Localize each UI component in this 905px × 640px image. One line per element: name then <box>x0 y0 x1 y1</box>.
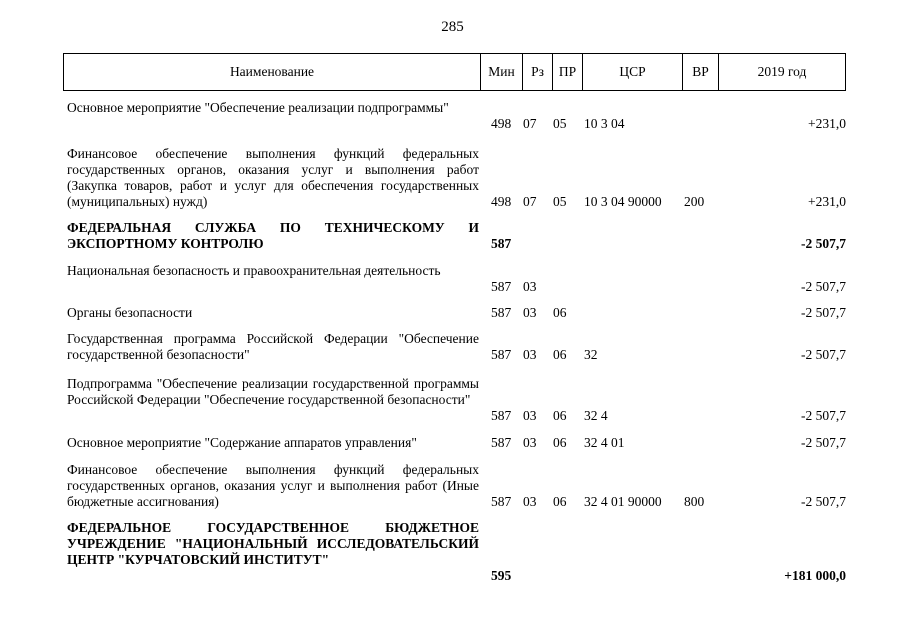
row-pr: 05 <box>553 194 567 209</box>
row-pr: 06 <box>553 494 567 509</box>
header-year: 2019 год <box>718 54 845 90</box>
table-row <box>63 376 846 424</box>
row-pr: 06 <box>553 408 567 423</box>
page-number: 285 <box>441 19 464 35</box>
row-pr: 06 <box>553 347 567 362</box>
row-name: Основное мероприятие "Содержание аппаратов управления" <box>67 435 417 450</box>
row-rz: 03 <box>523 347 537 362</box>
table-row <box>63 100 846 132</box>
row-name: Национальная безопасность и правоохранительная деятельность <box>67 263 441 278</box>
row-rz: 03 <box>523 305 537 320</box>
header-name: Наименование <box>229 64 315 79</box>
row-rz: 03 <box>523 435 537 450</box>
row-min: 587 <box>491 408 512 423</box>
row-name: Основное мероприятие "Обеспечение реализации подпрограммы" <box>67 100 449 115</box>
row-pr: 06 <box>553 435 567 450</box>
table-header <box>63 53 846 91</box>
row-name: Органы безопасности <box>67 305 193 320</box>
row-min: 587 <box>491 494 512 509</box>
table-row <box>63 146 846 210</box>
row-name: Финансовое обеспечение выполнения функций федеральных государственных органов, оказания услуг и выполнения работ (Закупка товаров, работ и услуг для обеспечения государственных (муниципальных) нужд) <box>67 146 479 209</box>
table-row <box>63 331 846 363</box>
row-amount: -2 507,7 <box>801 347 846 362</box>
row-csr: 32 4 01 <box>584 435 625 450</box>
row-rz: 03 <box>523 494 537 509</box>
row-csr: 10 3 04 <box>584 116 625 131</box>
row-min: 587 <box>491 236 512 251</box>
row-min: 587 <box>491 305 512 320</box>
row-min: 587 <box>491 435 512 450</box>
row-pr: 06 <box>553 305 567 320</box>
header-vr: ВР <box>682 54 718 90</box>
table-row <box>63 520 846 584</box>
row-amount: +231,0 <box>808 116 846 131</box>
row-csr: 32 4 01 90000 <box>584 494 662 509</box>
row-vr: 200 <box>684 194 705 209</box>
row-name: Финансовое обеспечение выполнения функций федеральных государственных органов, оказания услуг и выполнения работ (Иные бюджетные ассигнования) <box>67 462 479 509</box>
row-amount: +181 000,0 <box>784 568 846 583</box>
row-csr: 10 3 04 90000 <box>584 194 662 209</box>
row-csr: 32 <box>584 347 598 362</box>
row-amount: -2 507,7 <box>801 279 846 294</box>
row-name: Государственная программа Российской Федерации "Обеспечение государственной безопасности" <box>67 331 479 362</box>
row-amount: -2 507,7 <box>801 494 846 509</box>
row-rz: 03 <box>523 408 537 423</box>
row-name: ФЕДЕРАЛЬНОЕ ГОСУДАРСТВЕННОЕ БЮДЖЕТНОЕ УЧРЕЖДЕНИЕ "НАЦИОНАЛЬНЫЙ ИССЛЕДОВАТЕЛЬСКИЙ ЦЕНТР "КУРЧАТОВСКИЙ ИНСТИТУТ" <box>67 520 479 567</box>
row-amount: +231,0 <box>808 194 846 209</box>
row-csr: 32 4 <box>584 408 608 423</box>
row-pr: 05 <box>553 116 567 131</box>
row-min: 587 <box>491 279 512 294</box>
header-pr: ПР <box>552 54 582 90</box>
row-amount: -2 507,7 <box>801 408 846 423</box>
table-row <box>63 263 846 295</box>
row-rz: 03 <box>523 279 537 294</box>
row-rz: 07 <box>523 194 537 209</box>
row-amount: -2 507,7 <box>801 305 846 320</box>
header-csr: ЦСР <box>582 54 682 90</box>
table-row <box>63 220 846 252</box>
table-row <box>63 435 846 451</box>
row-min: 587 <box>491 347 512 362</box>
row-vr: 800 <box>684 494 705 509</box>
table-row <box>63 462 846 510</box>
header-rz: Рз <box>522 54 552 90</box>
row-name: ФЕДЕРАЛЬНАЯ СЛУЖБА ПО ТЕХНИЧЕСКОМУ И ЭКСПОРТНОМУ КОНТРОЛЮ <box>67 220 479 251</box>
row-amount: -2 507,7 <box>801 435 846 450</box>
row-min: 498 <box>491 194 512 209</box>
header-min: Мин <box>480 54 522 90</box>
row-rz: 07 <box>523 116 537 131</box>
table-row <box>63 305 846 321</box>
row-min: 595 <box>491 568 512 583</box>
row-min: 498 <box>491 116 512 131</box>
row-name: Подпрограмма "Обеспечение реализации государственной программы Российской Федерации "Обеспечение государственной безопасности" <box>67 376 479 407</box>
row-amount: -2 507,7 <box>801 236 846 251</box>
